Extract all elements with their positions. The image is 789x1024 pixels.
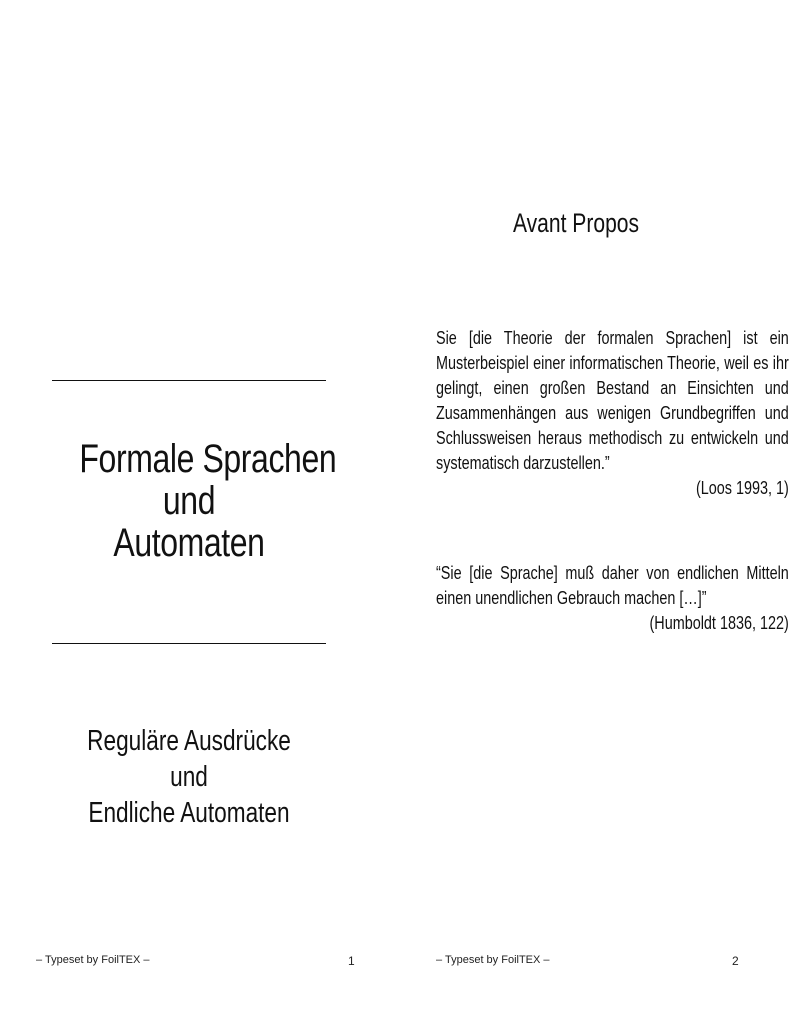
subtitle-line-3: Endliche Automaten [88,797,290,829]
main-title-line-3: Automaten [113,521,265,565]
quote-loos [436,326,789,501]
slide-1 [0,0,384,1024]
subtitle-line-2: und [170,761,208,793]
top-rule [52,380,326,381]
quote-citation: (Humboldt 1836, 122) [649,613,789,633]
quote-citation: (Loos 1993, 1) [695,478,789,498]
footer-typeset: – Typeset by FoilTEX – [436,954,550,966]
slide-2 [384,0,789,1024]
main-title-line-2: und [162,479,216,523]
subtitle-line-1: Reguläre Ausdrücke [87,725,291,757]
main-title-line-1: Formale Sprachen [79,437,337,481]
main-title [79,437,337,565]
quote-humboldt [436,561,789,636]
bottom-rule [52,643,326,644]
subtitle [82,723,296,831]
footer-typeset: – Typeset by FoilTEX – [36,954,150,966]
quote-text: Sie [die Theorie der formalen Sprachen] ist ein Musterbeispiel einer informatischen Theorie, weil es ihr gelingt, einen großen Bestand an Einsichten und Zusammenhängen aus wenigen Grundbegriffen und Schlussweisen heraus methodisch zu entwickeln und systematisch darzustellen.” [436,328,789,473]
section-heading: Avant Propos [512,208,640,238]
page-number: 1 [348,954,355,968]
page-number: 2 [732,954,739,968]
quote-text: “Sie [die Sprache] muß daher von endlichen Mitteln einen unendlichen Gebrauch machen […]” [436,563,789,608]
